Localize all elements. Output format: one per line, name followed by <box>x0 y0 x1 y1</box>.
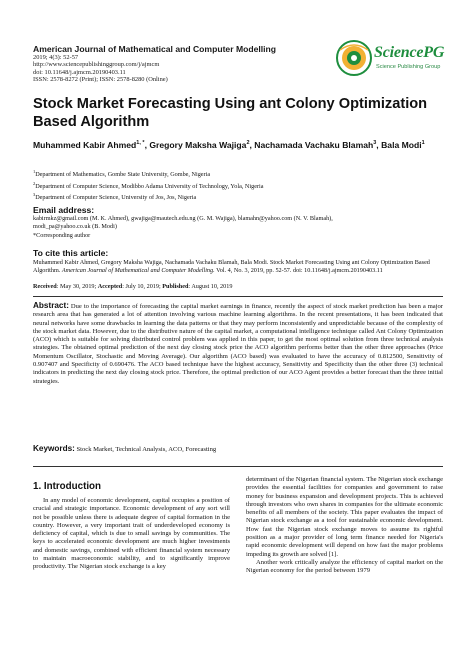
paper-title: Stock Market Forecasting Using ant Colony Optimization Based Algorithm <box>33 96 428 130</box>
author-name: Muhammed Kabir Ahmed <box>33 139 137 150</box>
published-label: Published <box>162 283 189 290</box>
affiliation <box>33 191 445 203</box>
email-block <box>33 215 445 240</box>
published-date: : August 10, 2019 <box>188 283 233 290</box>
affiliation-sup: 1 <box>33 169 36 174</box>
abstract-label: Abstract: <box>33 301 69 310</box>
sciencepg-emblem-icon <box>334 38 374 78</box>
accepted-label: Accepted <box>97 283 123 290</box>
intro-right-column <box>246 476 443 576</box>
corresponding-note: *Corresponding author <box>33 231 91 239</box>
affiliation-sup: 2 <box>33 180 36 186</box>
affiliation-text: Department of Computer Science, Modibbo Adama University of Technology, Yola, Nigeria <box>35 182 264 190</box>
volume-pages: 2019; 4(3): 52-57 <box>33 54 79 61</box>
logo-subtitle: Science Publishing Group <box>376 64 441 70</box>
keywords-label: Keywords: <box>33 444 75 453</box>
received-date: : May 30, 2019; <box>56 283 98 290</box>
journal-issn: ISSN: 2578-8272 (Print); ISSN: 2578-8280 (Online) <box>33 76 168 84</box>
author-name: Bala Modi <box>381 139 422 150</box>
email-heading: Email address: <box>33 205 95 215</box>
publisher-logo <box>334 38 454 78</box>
abstract-text: Due to the importance of forecasting the capital market earnings in finance, recently the aspect of stock market prediction has been a major research area that has generated a lot of attention involving various machine learning algorithms. In the recent presentations, it has been indicated that neural networks have some drawbacks in learning the data patterns or that they may perform inconsistently and unpredictable because of the complexity of the stock market data. However, due to the distributive nature of the capital market, a computational intelligence technique called Ant Colony Optimization (ACO) which is suitable for solving distributed control problem was applied in this paper, to get the most optimal solution from three technical analysis strategies. The obtained optimal prediction of the next day closing stock price the ACO algorithm performs better than the other three approaches (Price Momentum Oscillator, Stochastic and Moving Average). Our algorithm (ACO based) was evaluated to have the accuracy of 0.812500, Sensitivity of 0.907407 and Specificity of 0.690476. The ACO based technique have the highest accuracy, Sensitivity and Specificity than the other three (3) technical indicators in predicting the next day closing stock price. Therefore, the optimal prediction of our ACO Agent provides a better forecast than the three initial strategies. <box>33 303 443 385</box>
author-sup: 1, * <box>136 140 145 146</box>
cite-journal: American Journal of Mathematical and Computer Modelling. <box>61 267 215 275</box>
intro-left-column: In any model of economic development, capital occupies a position of crucial and strategic importance. Economic development of any sort will not be possible unless there is adequate degree of capital formation in the country. However, a very important trait of underdeveloped economy is deficiency of capital, which is due to small savings by communities. The keys to accelerated economic development are much higher investments and domestic savings, combined with efficient financial system necessary to maintain macroeconomic stability, and to significantly improve productivity. The Nigerian stock exchange is a key <box>33 497 230 571</box>
cite-block <box>33 259 445 276</box>
affiliation <box>33 180 445 192</box>
author-sup: 1 <box>421 140 425 146</box>
affiliation-list <box>33 168 445 203</box>
cite-text: Muhammed Kabir Ahmed, Gregory Maksha Wajiga, Nachamada Vachaku Blamah, Bala Modi. Stock Market Forecasting Using ant Colony Optimization Based Algorithm. <box>33 259 430 275</box>
divider <box>33 466 443 467</box>
author-sup: 2 <box>246 140 250 146</box>
affiliation <box>33 168 445 180</box>
cite-heading: To cite this article: <box>33 248 109 258</box>
journal-name: American Journal of Mathematical and Computer Modelling <box>33 44 277 54</box>
intro-paragraph: Another work critically analyze the efficiency of capital market on the Nigerian economy for the period between 1979 <box>246 558 443 575</box>
author-name: Gregory Maksha Wajiga <box>149 139 247 150</box>
intro-paragraph: determinant of the Nigerian financial system. The Nigerian stock exchange provides the essential facilities for companies and government to raise money for business expansion and development projects. This is achieved through investors who own shares in companies for the ultimate economic benefits of all members of the society. This paper evaluates the impact of Nigerian stock exchange as a tool for sustainable economic development. How fast the Nigerian stock exchange moves to assume its rightful position as a major provider of long term finance needed for Nigeria's rapid economic development will depend on how fast the major problems impeding its growth are solved [1]. <box>246 476 443 558</box>
divider <box>33 296 443 297</box>
received-label: Received <box>33 283 57 290</box>
logo-name: SciencePG <box>374 44 445 61</box>
author-name: Nachamada Vachaku Blamah <box>254 139 374 150</box>
publication-dates <box>33 283 445 291</box>
affiliation-text: Department of Mathematics, Gombe State University, Gombe, Nigeria <box>35 171 211 179</box>
affiliation-text: Department of Computer Science, University of Jos, Jos, Nigeria <box>35 194 197 202</box>
cite-tail: Vol. 4, No. 3, 2019, pp. 52-57. doi: 10.11648/j.ajmcm.20190403.11 <box>214 267 383 275</box>
accepted-date: : July 10, 2019; <box>122 283 163 290</box>
email-line[interactable]: kabirmkz@gmail.com (M. K. Ahmed), gwajiga@mautech.edu.ng (G. M. Wajiga), blamahn@yahoo.com (N. V. Blamah), <box>33 215 333 222</box>
section-heading: 1. Introduction <box>33 481 102 492</box>
author-sup: 3 <box>373 140 377 146</box>
journal-url[interactable]: http://www.sciencepublishinggroup.com/j/ajmcm <box>33 61 160 69</box>
author-list: Muhammed Kabir Ahmed$^{1, *}$, Gregory Maksha Wajiga$^2$, Nachamada Vachaku Blamah$^3$, Bala Modi$^1$ <box>33 139 425 150</box>
journal-header <box>33 44 333 84</box>
keywords <box>33 444 443 454</box>
keywords-text: Stock Market, Technical Analysis, ACO, Forecasting <box>74 446 217 453</box>
email-line[interactable]: modi_pa@yahoo.co.uk (B. Modi) <box>33 223 117 231</box>
abstract <box>33 302 443 386</box>
affiliation-sup: 3 <box>33 192 36 198</box>
journal-doi: doi: 10.11648/j.ajmcm.20190403.11 <box>33 68 126 76</box>
